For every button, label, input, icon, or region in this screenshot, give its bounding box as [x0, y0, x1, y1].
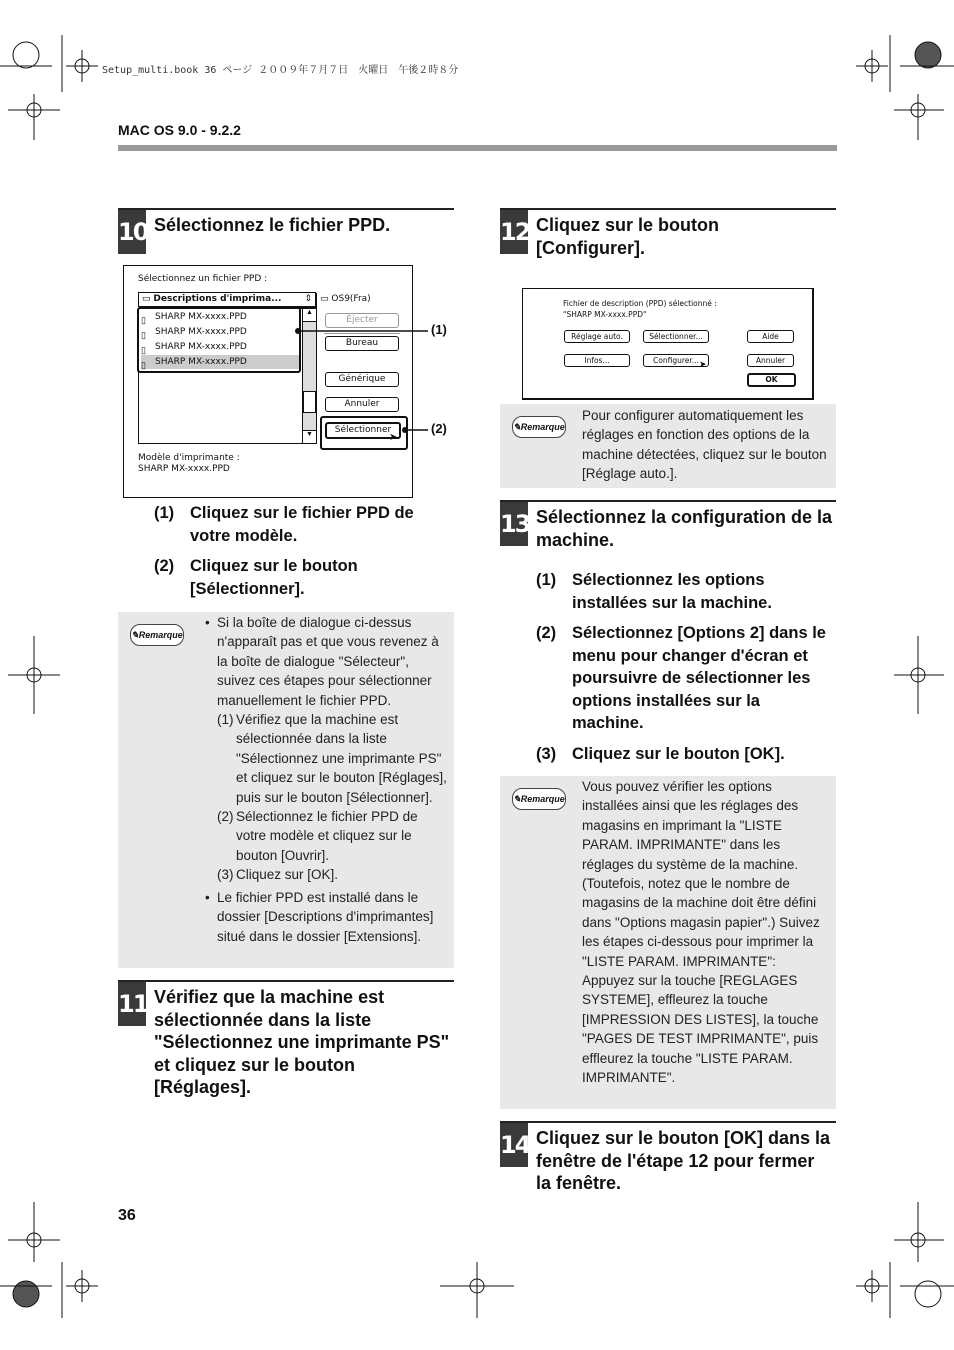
substep	[536, 743, 832, 766]
step-title: Cliquez sur le bouton [Configurer].	[536, 215, 719, 258]
note-substep-text: Sélectionnez le fichier PPD de votre modèle et cliquez sur le bouton [Ouvrir].	[236, 809, 418, 863]
pencil-icon: ✎	[513, 422, 521, 432]
substep-number: (2)	[154, 557, 175, 575]
step10-substeps	[154, 502, 450, 608]
volume-label: OS9(Fra)	[331, 294, 371, 304]
document-icon: ▯	[141, 345, 146, 355]
remarque-badge: ✎Remarque	[130, 624, 184, 646]
help-button[interactable]: Aide	[747, 330, 794, 343]
remarque-badge: ✎Remarque	[512, 788, 566, 810]
substep	[154, 555, 450, 600]
note-substep: (2) Sélectionnez le fichier PPD de votre modèle et cliquez sur le bouton [Ouvrir].	[205, 807, 447, 865]
document-icon: ▯	[141, 315, 146, 325]
generic-button[interactable]: Générique	[325, 372, 399, 387]
dialog-heading: Sélectionnez un fichier PPD :	[138, 274, 268, 284]
ok-button[interactable]: OK	[747, 373, 796, 387]
step-number: 12	[500, 210, 528, 254]
pencil-icon: ✎	[131, 630, 139, 640]
substep-number: (1)	[154, 504, 175, 522]
step-number: 13	[500, 502, 528, 546]
step-14	[500, 1121, 836, 1195]
file-name: SHARP MX-xxxx.PPD	[155, 357, 247, 367]
note-substep: (3) Cliquez sur [OK].	[205, 865, 447, 884]
substep-text: Sélectionnez les options installées sur la machine.	[572, 571, 772, 612]
substep-number: (1)	[536, 571, 557, 589]
note-body: Pour configurer automatiquement les réglages en fonction des options de la machine détectées, cliquez sur le bouton [Réglage auto.].	[582, 408, 827, 482]
note-bullet: • Le fichier PPD est installé dans le dossier [Descriptions d'imprimantes] situé dans le dossier [Extensions].	[205, 888, 447, 946]
disk-icon: ▭	[320, 294, 329, 304]
step13-substeps	[536, 569, 832, 773]
note-substep-text: Cliquez sur [OK].	[236, 867, 339, 883]
substep	[536, 569, 832, 614]
step13-note	[500, 776, 836, 1109]
select-button[interactable]: Sélectionner...	[643, 330, 709, 343]
substep	[154, 502, 450, 547]
callout-2: (2)	[431, 421, 447, 436]
remarque-badge: ✎Remarque	[512, 416, 566, 438]
substep	[536, 622, 832, 735]
substep-text: Sélectionnez [Options 2] dans le menu pour changer d'écran et poursuivre de sélectionner les options installées sur la machine.	[572, 624, 826, 732]
document-icon: ▯	[141, 330, 146, 340]
step-12	[500, 208, 836, 260]
section-title: MAC OS 9.0 - 9.2.2	[118, 122, 241, 138]
auto-setup-button[interactable]: Réglage auto.	[564, 330, 630, 343]
file-name: SHARP MX-xxxx.PPD	[155, 312, 247, 322]
desktop-button[interactable]: Bureau	[325, 336, 399, 351]
step-number: 14	[500, 1123, 528, 1167]
scroll-down-icon[interactable]: ▼	[303, 430, 316, 443]
folder-popup-label: Descriptions d'imprima...	[153, 294, 282, 304]
scroll-up-icon[interactable]: ▲	[303, 309, 316, 322]
note-bullet-text: Si la boîte de dialogue ci-dessus n'apparaît pas et que vous revenez à la boîte de dialogue "Sélecteur", suivez ces étapes pour sélectionner manuellement le fichier PPD.	[217, 615, 439, 708]
step-number: 11	[118, 982, 146, 1026]
note-bullet: • Si la boîte de dialogue ci-dessus n'apparaît pas et que vous revenez à la boîte de dialogue "Sélecteur", suivez ces étapes pour sélectionner manuellement le fichier PPD.	[205, 613, 447, 710]
step-13	[500, 500, 836, 550]
ppd-selected-label: Fichier de description (PPD) sélectionné :	[563, 299, 717, 308]
substep-text: Cliquez sur le bouton [Sélectionner].	[190, 557, 358, 598]
cancel-button[interactable]: Annuler	[325, 397, 399, 412]
configure-button[interactable]: Configurer...	[643, 354, 709, 367]
print-header: Setup_multi.book 36 ページ ２００９年７月７日 火曜日 午後２時８分	[102, 65, 459, 76]
document-icon: ▯	[141, 360, 146, 370]
step-title: Sélectionnez le fichier PPD.	[154, 215, 391, 235]
note-body: Vous pouvez vérifier les options installées ainsi que les réglages des magasins en imprimant la "LISTE PARAM. IMPRIMANTE" dans les réglages du système de la machine. (Toutefois, notez que le nombre de magasins de la machine doit être défini dans "Options magasin papier".) Suivez les étapes ci-dessous pour imprimer la "LISTE PARAM. IMPRIMANTE": Appuyez sur la touche [REGLAGES SYSTEME], effleurez la touche [IMPRESSION DES LISTES], la touche "PAGES DE TEST IMPRIMANTE", puis effleurez la touche "LISTE PARAM. IMPRIMANTE".	[582, 779, 820, 1086]
model-label: Modèle d'imprimante :	[138, 453, 240, 463]
chevron-down-icon: ⇕	[304, 294, 312, 304]
note-substep-text: Vérifiez que la machine est sélectionnée dans la liste "Sélectionnez une imprimante PS" et cliquez sur le bouton [Réglages], puis sur le bouton [Sélectionner].	[236, 712, 447, 805]
info-button[interactable]: Infos...	[564, 354, 630, 367]
substep-text: Cliquez sur le bouton [OK].	[572, 744, 785, 763]
step-title: Cliquez sur le bouton [OK] dans la fenêtre de l'étape 12 pour fermer la fenêtre.	[536, 1128, 831, 1193]
note-substep: (1) Vérifiez que la machine est sélectionnée dans la liste "Sélectionnez une imprimante PS" et cliquez sur le bouton [Réglages], puis sur le bouton [Sélectionner].	[205, 710, 447, 807]
callout-1: (1)	[431, 322, 447, 337]
page-number: 36	[118, 1207, 136, 1224]
step-title: Sélectionnez la configuration de la machine.	[536, 507, 833, 550]
ppd-selected-value: "SHARP MX-xxxx.PPD"	[563, 310, 647, 319]
step-title: Vérifiez que la machine est sélectionnée dans la liste "Sélectionnez une imprimante PS" et cliquez sur le bouton [Réglages].	[154, 987, 450, 1097]
eject-button[interactable]: Éjecter	[325, 313, 399, 328]
note-body	[205, 613, 447, 946]
note-bullet-text: Le fichier PPD est installé dans le dossier [Descriptions d'imprimantes] situé dans le dossier [Extensions].	[217, 889, 434, 944]
step-number: 10	[118, 210, 146, 254]
substep-number: (2)	[536, 624, 557, 642]
substep-text: Cliquez sur le fichier PPD de votre modèle.	[190, 504, 414, 545]
step-11	[118, 980, 454, 1102]
cursor-icon: ➤	[699, 359, 707, 369]
select-button[interactable]: Sélectionner	[325, 422, 401, 439]
pencil-icon: ✎	[513, 794, 521, 804]
file-name: SHARP MX-xxxx.PPD	[155, 342, 247, 352]
file-name: SHARP MX-xxxx.PPD	[155, 327, 247, 337]
folder-icon: ▭	[142, 294, 151, 304]
cursor-icon: ➤	[389, 432, 398, 443]
step12-note	[500, 404, 836, 488]
model-value: SHARP MX-xxxx.PPD	[138, 464, 230, 474]
substep-number: (3)	[536, 744, 557, 763]
ppd-selected-dialog	[522, 288, 814, 400]
step10-note	[118, 612, 454, 968]
cancel-button[interactable]: Annuler	[747, 354, 794, 367]
